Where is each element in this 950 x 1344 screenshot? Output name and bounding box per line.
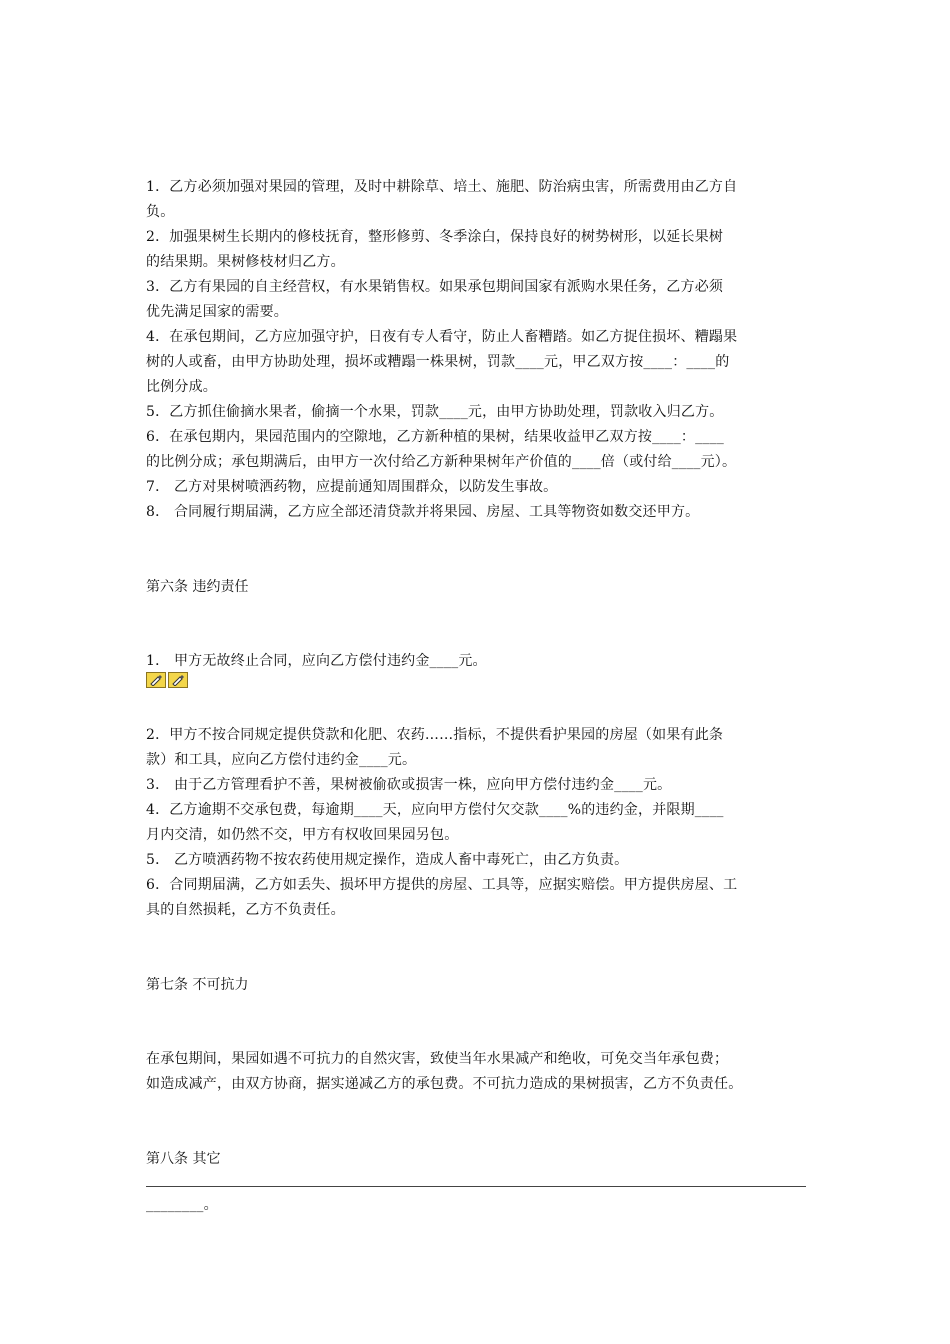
- s5-line-4: 的结果期。果树修枝材归乙方。: [146, 254, 345, 270]
- s5-line-13: 7． 乙方对果树喷洒药物，应提前通知周围群众，以防发生事故。: [146, 479, 558, 495]
- a6-line-3: 3． 由于乙方管理看护不善，果树被偷砍或损害一株，应向甲方偿付违约金____元。: [146, 777, 672, 793]
- fill-in-rule: [146, 1186, 806, 1187]
- s5-line-9: 比例分成。: [146, 379, 217, 395]
- a6-line-4: 4．乙方逾期不交承包费，每逾期____天，应向甲方偿付欠交款____%的违约金，并限期____: [146, 802, 724, 818]
- a6-line-8: 具的自然损耗，乙方不负责任。: [146, 902, 345, 918]
- s5-line-3: 2．加强果树生长期内的修枝抚育，整形修剪、冬季涂白，保持良好的树势树形，以延长果树: [146, 229, 724, 245]
- s5-line-5: 3．乙方有果园的自主经营权，有水果销售权。如果承包期间国家有派购水果任务，乙方必须: [146, 279, 724, 295]
- article6-heading: 第六条 违约责任: [146, 579, 249, 595]
- a8-tail: ________。: [146, 1197, 218, 1213]
- s5-line-14: 8． 合同履行期届满，乙方应全部还清贷款并将果园、房屋、工具等物资如数交还甲方。: [146, 504, 700, 520]
- article7-heading: 第七条 不可抗力: [146, 977, 249, 993]
- a6-line-6: 5． 乙方喷洒药物不按农药使用规定操作，造成人畜中毒死亡，由乙方负责。: [146, 852, 629, 868]
- s5-line-10: 5．乙方抓住偷摘水果者，偷摘一个水果，罚款____元，由甲方协助处理，罚款收入归乙方。: [146, 404, 724, 420]
- embedded-object-icons: [146, 672, 188, 688]
- a6-line-5: 月内交清，如仍然不交，甲方有权收回果园另包。: [146, 827, 459, 843]
- a6-line-7: 6．合同期届满，乙方如丢失、损坏甲方提供的房屋、工具等，应据实赔偿。甲方提供房屋、工: [146, 877, 738, 893]
- article8-heading: 第八条 其它: [146, 1151, 221, 1167]
- a7-line-2: 如造成减产，由双方协商，据实递减乙方的承包费。不可抗力造成的果树损害，乙方不负责任。: [146, 1076, 743, 1092]
- a6-item-1: 1． 甲方无故终止合同，应向乙方偿付违约金____元。: [146, 653, 487, 669]
- a6-line-1: 2．甲方不按合同规定提供贷款和化肥、农药……指标，不提供看护果园的房屋（如果有此条: [146, 727, 724, 743]
- s5-line-1: 1．乙方必须加强对果园的管理，及时中耕除草、培土、施肥、防治病虫害，所需费用由乙方自: [146, 179, 738, 195]
- s5-line-2: 负。: [146, 204, 175, 220]
- a6-line-2: 款）和工具，应向乙方偿付违约金____元。: [146, 752, 417, 768]
- a7-line-1: 在承包期间，果园如遇不可抗力的自然灾害，致使当年水果减产和绝收，可免交当年承包费；: [146, 1051, 729, 1067]
- pen-icon[interactable]: [146, 672, 166, 688]
- s5-line-8: 树的人或畜，由甲方协助处理，损坏或糟蹋一株果树，罚款____元，甲乙双方按____：____的: [146, 354, 730, 370]
- s5-line-6: 优先满足国家的需要。: [146, 304, 288, 320]
- s5-line-11: 6．在承包期内，果园范围内的空隙地，乙方新种植的果树，结果收益甲乙双方按____：____: [146, 429, 724, 445]
- s5-line-7: 4．在承包期间，乙方应加强守护，日夜有专人看守，防止人畜糟踏。如乙方捉住损坏、糟蹋果: [146, 329, 738, 345]
- s5-line-12: 的比例分成；承包期满后，由甲方一次付给乙方新种果树年产价值的____倍（或付给____元）。: [146, 454, 737, 470]
- pen-icon[interactable]: [168, 672, 188, 688]
